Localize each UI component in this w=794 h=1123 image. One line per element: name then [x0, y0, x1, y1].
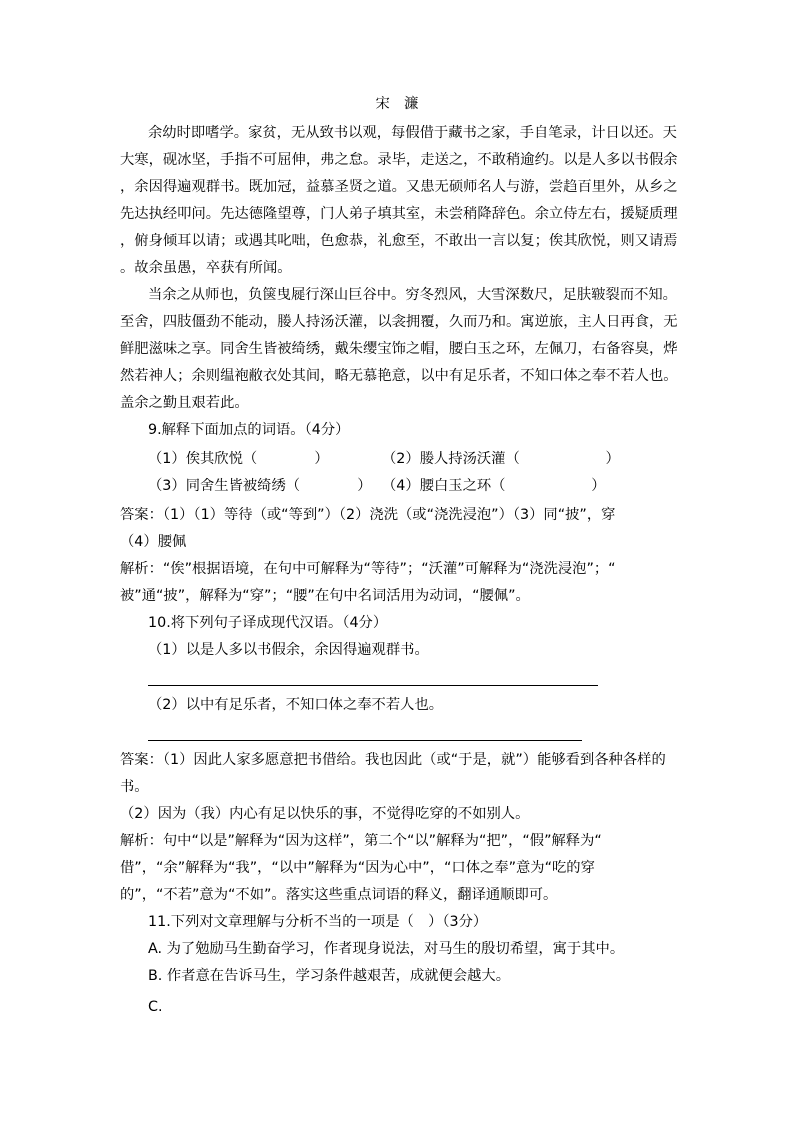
passage-line: 当余之从师也，负箧曳屣行深山巨谷中。穷冬烈风，大雪深数尺，足肤皲裂而不知。	[148, 287, 677, 303]
question-9-item-1: （1）俟其欣悦（ ）	[148, 451, 329, 467]
question-10-answer: 书。	[120, 779, 149, 795]
passage-line: 先达执经叩问。先达德隆望尊，门人弟子填其室，未尝稍降辞色。余立侍左右，援疑质理	[120, 206, 678, 222]
passage-line: 盖余之勤且艰若此。	[120, 395, 249, 411]
question-10-analysis: 解析：句中“以是”解释为“因为这样”，第二个“以”解释为“把”，“假”解释为“	[120, 833, 602, 849]
question-9-analysis: 解析：“俟”根据语境，在句中可解释为“等待”；“沃灌”可解释为“浇洗浸泡”；“	[120, 561, 616, 577]
question-10-sentence-1: （1）以是人多以书假余，余因得遍观群书。	[148, 642, 429, 658]
answer-blank-line	[148, 740, 582, 741]
passage-line: 大寒，砚冰坚，手指不可屈伸，弗之怠。录毕，走送之，不敢稍逾约。以是人多以书假余	[120, 152, 678, 168]
question-10-answer: 答案：（1）因此人家多愿意把书借给。我也因此（或“于是，就”）能够看到各种各样的	[120, 752, 666, 768]
passage-line: ，俯身倾耳以请；或遇其叱咄，色愈恭，礼愈至，不敢出一言以复；俟其欣悦，则又请焉	[120, 233, 678, 249]
question-10-analysis: 借”，“余”解释为“我”，“以中”解释为“因为心中”，“口体之奉”意为“吃的穿	[120, 860, 595, 876]
answer-blank-line	[148, 685, 598, 686]
question-9-item-3: （3）同舍生皆被绮绣（ ）	[148, 478, 372, 494]
author-title: 宋 濂	[375, 96, 419, 112]
passage-line: 鲜肥滋味之享。同舍生皆被绮绣，戴朱缨宝饰之帽，腰白玉之环，左佩刀，右备容臭，烨	[120, 341, 678, 357]
passage-line: 然若神人；余则缊袍敝衣处其间，略无慕艳意，以中有足乐者，不知口体之奉不若人也。	[120, 368, 678, 384]
question-10-stem: 10.将下列句子译成现代汉语。（4分）	[148, 615, 388, 631]
question-9-analysis: 被”通“披”，解释为“穿”；“腰”在句中名词活用为动词，“腰佩”。	[120, 588, 530, 604]
passage-line: 。故余虽愚，卒获有所闻。	[120, 260, 292, 276]
question-9-answer: （4）腰佩	[120, 534, 187, 550]
question-9-item-4: （4）腰白玉之环（ ）	[382, 478, 606, 494]
passage-line: 余幼时即嗜学。家贫，无从致书以观，每假借于藏书之家，手自笔录，计日以还。天	[148, 125, 677, 141]
question-9-answer: 答案：（1）（1）等待（或“等到”）（2）浇洗（或“浇洗浸泡”）（3）同“披”，穿	[120, 507, 616, 523]
question-10-analysis: 的”，“不若”意为“不如”。落实这些重点词语的释义，翻译通顺即可。	[120, 887, 558, 903]
question-11-option-b: B. 作者意在告诉马生，学习条件越艰苦，成就便会越大。	[148, 968, 511, 984]
passage-line: ，余因得遍观群书。既加冠，益慕圣贤之道。又患无硕师名人与游，尝趋百里外，从乡之	[120, 179, 678, 195]
question-11-option-c: C.	[148, 999, 163, 1015]
question-11-stem: 11.下列对文章理解与分析不当的一项是（ ）（3分）	[148, 914, 488, 930]
question-9-item-2: （2）媵人持汤沃灌（ ）	[382, 451, 620, 467]
question-10-sentence-2: （2）以中有足乐者，不知口体之奉不若人也。	[148, 697, 444, 713]
question-11-option-a: A. 为了勉励马生勤奋学习，作者现身说法，对马生的殷切希望，寓于其中。	[148, 941, 625, 957]
passage-line: 至舍，四肢僵劲不能动，媵人持汤沃灌，以衾拥覆，久而乃和。寓逆旅，主人日再食，无	[120, 314, 678, 330]
question-10-answer: （2）因为（我）内心有足以快乐的事，不觉得吃穿的不如别人。	[120, 806, 530, 822]
question-9-stem: 9.解释下面加点的词语。（4分）	[148, 422, 350, 438]
